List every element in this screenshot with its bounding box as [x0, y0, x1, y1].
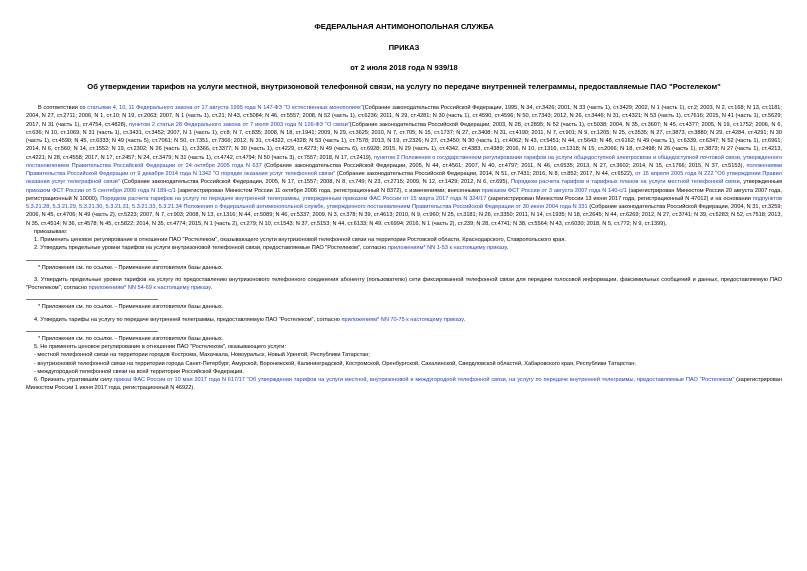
- link-law-natural-monopolies[interactable]: статьями 4, 10, 11 Федерального закона от 17 августа 1995 года N 147-ФЗ "О естественных монополиях": [87, 105, 363, 111]
- preamble-text: (Собрание законодательства Российской Федерации, 2004, N 31, ст.3259; 2006, N 45, ст.4706; N 49 (часть 2), ст.5223; 2007, N 7, ст.903; 2008, N 13, ст.1316; N 44, ст.5089; N 46, ст.5337; 2009, N 3, ст.378; N 39, ст.4613; 2010, N 9, ст.960; N 25, ст.3181; N 26, ст.3350; 2011, N 14, ст.1935; N 18, ст.2645; N 44, ст.6269; 2012, N 27, ст.3741; N 39, ст.5283; N 52, ст.7518; 2013, N 35, ст.4514; N 36, ст.4578; N 45, ст.5822; 2014, N 35, ст.4774; 2015, N 1 (часть 2), ст.279; N 10, ст.1543; N 37, ст.5153; N 44, ст.6133; N 49, ст.6994; 2016, N 1 (часть 2), ст.239; N 28, ст.4741; N 38, ст.5564; N 43, ст.6030; 2018, N 5, ст.772; N 9, ст.1399),: [26, 204, 782, 227]
- item-5-intrazonal: - внутризоновой телефонной связи на территории города Санкт-Петербург, Амурской, Воронежской, Калининградской, Костромской, Оренбургской, Сахалинской, Свердловской областей, Хабаровского края, Республики Татарстан;: [34, 360, 636, 367]
- link-appendices-1-53[interactable]: приложениям* NN 1-53 к настоящему приказу: [387, 245, 507, 252]
- item-5-long-distance: - междугородной телефонной связи на всей территории Российской Федерации.: [34, 368, 244, 375]
- preamble-text: (Собрание законодательства Российской Федерации, 1995, N 34, ст.3426; 2001, N 33 (часть 1), ст.3429; 2002, N 1 (часть 1), ст.2; 2003, N 2, ст.168; N 13, ст.1181; 2004, N 27, ст.2711; 2006, N 1, ст.10; N 19, ст.2063; 2007, N 1 (часть 1), ст.21; N 43, ст.5084; N 46, ст.5557; 2008, N 52 (часть 1), ст.6236; 2011, N 29, ст.4281; N 30 (часть 1), ст.4590, ст.4596; N 50, ст.7343; 2012, N 26, ст.3446; N 31, ст.4321; N 53 (часть 1), ст.7616; 2015, N 41 (часть 1), ст.5629; 2017, N 31 (часть 1), ст.4754, ст.4828),: [26, 105, 782, 128]
- preamble-text: (Собрание законодательства Российской Федерации, 2014, N 51, ст.7431; 2016, N 8, ст.852; 2017, N 44, ст.6522),: [336, 171, 634, 177]
- footnote: * Приложения см. по ссылке. - Примечание изготовителя базы данных.: [38, 264, 224, 271]
- footnote-separator: [26, 331, 158, 332]
- preamble-paragraph: [26, 104, 782, 228]
- document-body: [26, 104, 782, 393]
- link-order-140[interactable]: приказом ФСТ России от 3 августа 2007 года N 140-с/1: [481, 187, 627, 194]
- footnote: * Приложения см. по ссылке. - Примечание изготовителя базы данных.: [38, 335, 224, 342]
- item-4-end: .: [463, 316, 466, 323]
- footnote-separator: [26, 299, 158, 300]
- item-5: 5. Не применять ценовое регулирование в отношении ПАО "Ростелеком", оказывающего услуги:: [34, 344, 286, 350]
- preamble-text: (зарегистрирован Минюстом России 13 июня 2017 года, регистрационный N 47012) и на основании: [488, 195, 751, 202]
- footnote-separator: [26, 260, 158, 261]
- item-6-end: (зарегистрирован Минюстом России 1 июня 2017 года, регистрационный N 46922).: [26, 377, 783, 392]
- preamble-text: (зарегистрирован Минюстом России 11 октября 2006 года, регистрационный N 8372), с изменениями, внесенными: [177, 187, 480, 194]
- link-law-communications[interactable]: пунктом 2 статьи 28 Федерального закона от 7 июля 2003 года N 126-ФЗ "О связи": [129, 121, 350, 128]
- date-number: от 2 июля 2018 года N 939/18: [350, 63, 458, 72]
- item-6: [26, 376, 782, 393]
- link-order-617[interactable]: приказ ФАС России от 10 мая 2017 года N 617/17 "Об утверждении тарифов на услуги местной, внутризоновой и междугородной телефонной связи, на услугу по передаче внутренней телеграммы, предоставляемые ПАО "Ростелеком": [113, 377, 735, 383]
- link-tariff-procedure-telegram[interactable]: Порядком расчета тарифов на услугу по передаче внутренней телеграммы, утвержденным приказом ФАС России от 15 марта 2017 года N 324/17: [100, 195, 487, 202]
- item-3-end: .: [210, 285, 213, 291]
- preamble-text: , утвержденным: [739, 179, 783, 186]
- preamble-text: (зарегистрирован Минюстом России 20 августа 2007 года, регистрационный N 10000),: [26, 187, 782, 202]
- link-fas-regulation-331[interactable]: подпунктов 5.3.21.28, 5.3.21.29, 5.3.21.30, 5.3.21.31, 5.3.21.33, 5.3.21.34 Положения о Федеральной антимонопольной службе, утвержденного постановлением Правительства Российской Федерации от 30 июня 2004 года N 331: [26, 195, 783, 210]
- item-6-text: 6. Признать утратившим силу: [34, 377, 114, 383]
- link-tariff-procedure-local[interactable]: Порядком расчета тарифов и тарифных планов на услуги местной телефонной связи: [511, 179, 740, 186]
- item-4: [26, 316, 782, 324]
- preamble-text: (Собрание законодательства Российской Федерации, 2005, N 44, ст.4561; 2007, N 40, ст.4797; 2011, N 46, ст.6535; 2013, N 27, ст.3602; 2014, N 15, ст.1766; 2015, N 37, ст.5153),: [264, 162, 745, 169]
- link-resolution-222[interactable]: от 15 апреля 2005 года N 222 "Об утверждении Правил оказания услуг телеграфной связи": [26, 171, 782, 186]
- link-resolution-1342[interactable]: положениями Правительства Российской Федерации от 9 декабря 2014 года N 1342 "О порядке оказания услуг телефонной связи": [26, 162, 782, 177]
- preamble-text: (Собрание законодательства Российской Федерации, 2003, N 28, ст.2895; N 52 (часть 1), ст.5038; 2004, N 35, ст.3607; N 45, ст.4377; 2005, N 19, ст.1752; 2006, N 6, ст.636; N 10, ст.1069; N 31 (часть 1), ст.3431, ст.3452; 2007, N 1 (часть 1), ст.8; N 7, ст.835; 2008, N 18, ст.1941; 2009, N 29, ст.3625; 2010, N 7, ст.705; N 15, ст.1737; N 27, ст.3408; N 31, ст.4190; 2011, N 7, ст.901; N 9, ст.1205; N 25, ст.3535; N 27, ст.3873, ст.3880; N 29, ст.4284, ст.4291; N 30 (часть 1), ст.4590; N 45, ст.6333; N 49 (часть 5), ст.7061; N 50, ст.7351, ст.7366; 2012, N 31, ст.4322, ст.4328; N 53 (часть 1), ст.7578; 2013, N 19, ст.2326; N 27, ст.3450; N 30 (часть 1), ст.4062; N 43, ст.5451; N 44, ст.5643; N 48, ст.6162; N 49 (часть 1), ст.6339, ст.6347; N 52 (часть 1), ст.6961; 2014, N 6, ст.560; N 14, ст.1552; N 19, ст.2302; N 26 (часть 1), ст.3366, ст.3377; N 30 (часть 1), ст.4229, ст.4273; N 49 (часть 6), ст.6928; 2015, N 29 (часть 1), ст.4342, ст.4383, ст.4389; 2016, N 10, ст.1316, ст.1318; N 15, ст.2066; N 18, ст.2498; N 26 (часть 1), ст.3873; N 27 (часть 1), ст.4213, ст.4221; N 28, ст.4558; 2017, N 17, ст.2457; N 24, ст.3479; N 31 (часть 1), ст.4742, ст.4794; N 50 (часть 3), ст.7557; 2018, N 17, ст.2419),: [26, 121, 783, 161]
- item-3-text: 3. Утвердить предельные уровни тарифов на услугу по предоставлению внутризонового телефонного соединения абоненту (пользователю) сети фиксированной телефонной связи для передачи голосовой информации, факсимильных сообщений и данных, предоставляемую ПАО "Ростелеком", согласно: [26, 276, 782, 291]
- item-2: [26, 244, 782, 252]
- item-2-text: 2. Утвердить предельные уровни тарифов на услуги внутризоновой телефонной связи, предоставляемые ПАО "Ростелеком", согласно: [34, 245, 388, 252]
- link-order-189[interactable]: приказом ФСТ России от 5 сентября 2006 года N 189-с/1: [26, 187, 176, 194]
- link-appendices-54-69[interactable]: приложениям* NN 54-69 к настоящему приказу: [88, 285, 211, 291]
- preamble-text: В соответствии со: [38, 105, 88, 111]
- item-1: 1. Применить ценовое регулирование в отношении ПАО "Ростелеком", оказывающего услуги внутризоновой телефонной связи на территории Ростовской области, Краснодарского, Ставропольского края.: [34, 237, 566, 243]
- item-3: [26, 276, 782, 293]
- link-regulation-637[interactable]: пунктом 2 Положения о государственном регулировании тарифов на услуги общедоступной электросвязи и общедоступной почтовой связи, утвержденного постановлением Правительства Российской Федерации от 24 октября 2005 года N 637: [26, 154, 782, 169]
- item-4-text: 4. Утвердить тарифы на услугу по передаче внутренней телеграммы, предоставляемую ПАО "Ростелеком", согласно: [34, 316, 342, 323]
- link-appendices-70-75[interactable]: приложениям* NN 70-75 к настоящему приказу: [341, 316, 464, 323]
- agency-title: ФЕДЕРАЛЬНАЯ АНТИМОНОПОЛЬНАЯ СЛУЖБА: [314, 22, 494, 31]
- document: [26, 22, 782, 393]
- item-2-end: .: [506, 245, 509, 252]
- order-title: [26, 82, 782, 91]
- order-title-line-1: Об утверждении тарифов на услуги местной, внутризоновой телефонной связи, на услугу по передаче внутренней телеграммы, предоставляемые ПАО: [87, 82, 667, 91]
- doc-type: ПРИКАЗ: [388, 43, 420, 52]
- order-word: приказываю:: [34, 228, 68, 235]
- order-title-line-2: "Ростелеком": [669, 82, 721, 91]
- item-5-local: - местной телефонной связи на территории городов Кострома, Махачкала, Новоуральск, Новый Уренгой, Республики Татарстан;: [34, 352, 370, 359]
- preamble-text: (Собрание законодательства Российской Федерации, 2005, N 17, ст.1557; 2008, N 8, ст.749; N 23, ст.2715; 2009, N 12, ст.1429; 2012, N 6, ст.695),: [122, 179, 509, 186]
- footnote: * Приложения см. по ссылке. - Примечание изготовителя базы данных.: [38, 304, 224, 311]
